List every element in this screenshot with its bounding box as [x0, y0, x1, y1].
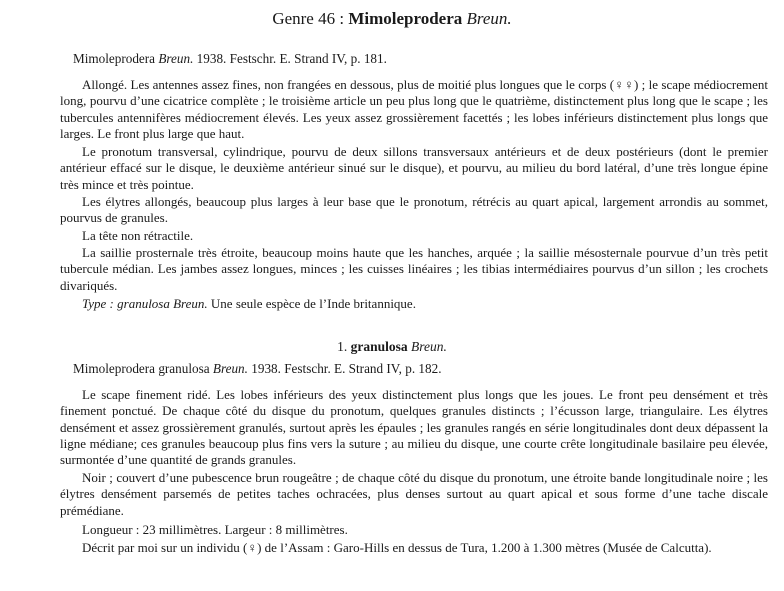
type-prefix: Type :	[82, 296, 114, 311]
species-ref-name: Mimoleprodera granulosa	[73, 361, 210, 376]
species-author: Breun.	[411, 339, 447, 354]
genre-genus-name: Mimoleprodera	[348, 9, 463, 28]
type-line	[82, 296, 768, 312]
genus-paragraph-3: Les élytres allongés, beaucoup plus larges à leur base que le pronotum, rétrécis au quart apical, largement arrondis au sommet, pourvus de granules.	[60, 194, 768, 226]
species-paragraph-1: Le scape finement ridé. Les lobes inférieurs des yeux distinctement plus longs que les joues. Le front peu densément et très finement ponctué. De chaque côté du disque du pronotum, quelques granules distincts ; l’écusson large, triangulaire. Les élytres densément et assez grossièrement granulés, surtout après les épaules ; les granules rangés en série longitudinales dont deux dépassent la ligne médiane; ces granules beaucoup plus fins vers la suture ; au milieu du disque, une courte crête longitudinale basilaire peu élevée, surmontée d’une quantité de grands granules.	[60, 387, 768, 468]
species-ref-citation: 1938. Festschr. E. Strand IV, p. 182.	[251, 361, 442, 376]
genre-heading	[0, 8, 784, 30]
species-number: 1.	[337, 339, 348, 354]
species-ref-author: Breun.	[212, 361, 248, 376]
species-heading	[0, 339, 784, 355]
species-paragraph-2: Noir ; couvert d’une pubescence brun rougeâtre ; de chaque côté du disque du pronotum, une étroite bande longitudinale noire ; les élytres densément parsemés de petites taches ochracées, plus denses surtout au quart apical et sous forme d’une tache discale prémédiane.	[60, 470, 768, 518]
provenance: Décrit par moi sur un individu (♀) de l’Assam : Garo-Hills en dessus de Tura, 1.200 à 1.300 mètres (Musée de Calcutta).	[82, 540, 712, 555]
genus-ref-author: Breun.	[158, 51, 194, 66]
genus-paragraph-1: Allongé. Les antennes assez fines, non frangées en dessous, plus de moitié plus longues que le corps (♀♀) ; le scape médiocrement long, pourvu d’une cicatrice complète ; le troisième article un peu plus long que le quatrième, distinctement plus long que le scape ; les tubercules antennifères médiocrement élevés. Les yeux assez grossièrement facettés ; les lobes inférieurs distinctement plus longs que larges. Le front plus large que haut.	[60, 77, 768, 141]
measurements: Longueur : 23 millimètres. Largeur : 8 millimètres.	[82, 522, 348, 537]
species-reference	[73, 361, 773, 377]
genre-label: Genre 46 :	[272, 9, 345, 28]
genus-ref-citation: 1938. Festschr. E. Strand IV, p. 181.	[196, 51, 387, 66]
species-name: granulosa	[350, 339, 408, 354]
genus-ref-name: Mimoleprodera	[73, 51, 156, 66]
type-species: granulosa Breun.	[117, 296, 208, 311]
genus-reference	[73, 51, 773, 67]
genus-paragraph-4: La tête non rétractile.	[82, 228, 194, 243]
genre-author: Breun.	[466, 9, 512, 28]
genus-paragraph-2: Le pronotum transversal, cylindrique, pourvu de deux sillons transversaux antérieurs et de deux postérieurs (dont le premier antérieur effacé sur le disque, le deuxième antérieur sinué sur le disque), et pourvu, au milieu du bord latéral, d’une très longue épine très mince et très pointue.	[60, 144, 768, 192]
genus-paragraph-5: La saillie prosternale très étroite, beaucoup moins haute que les hanches, arquée ; la saillie mésosternale pourvue d’un très petit tubercule médian. Les jambes assez longues, minces ; les cuisses linéaires ; les tibias intermédiaires pourvus d’un sillon ; les crochets divariqués.	[60, 245, 768, 293]
type-text: Une seule espèce de l’Inde britannique.	[210, 296, 416, 311]
